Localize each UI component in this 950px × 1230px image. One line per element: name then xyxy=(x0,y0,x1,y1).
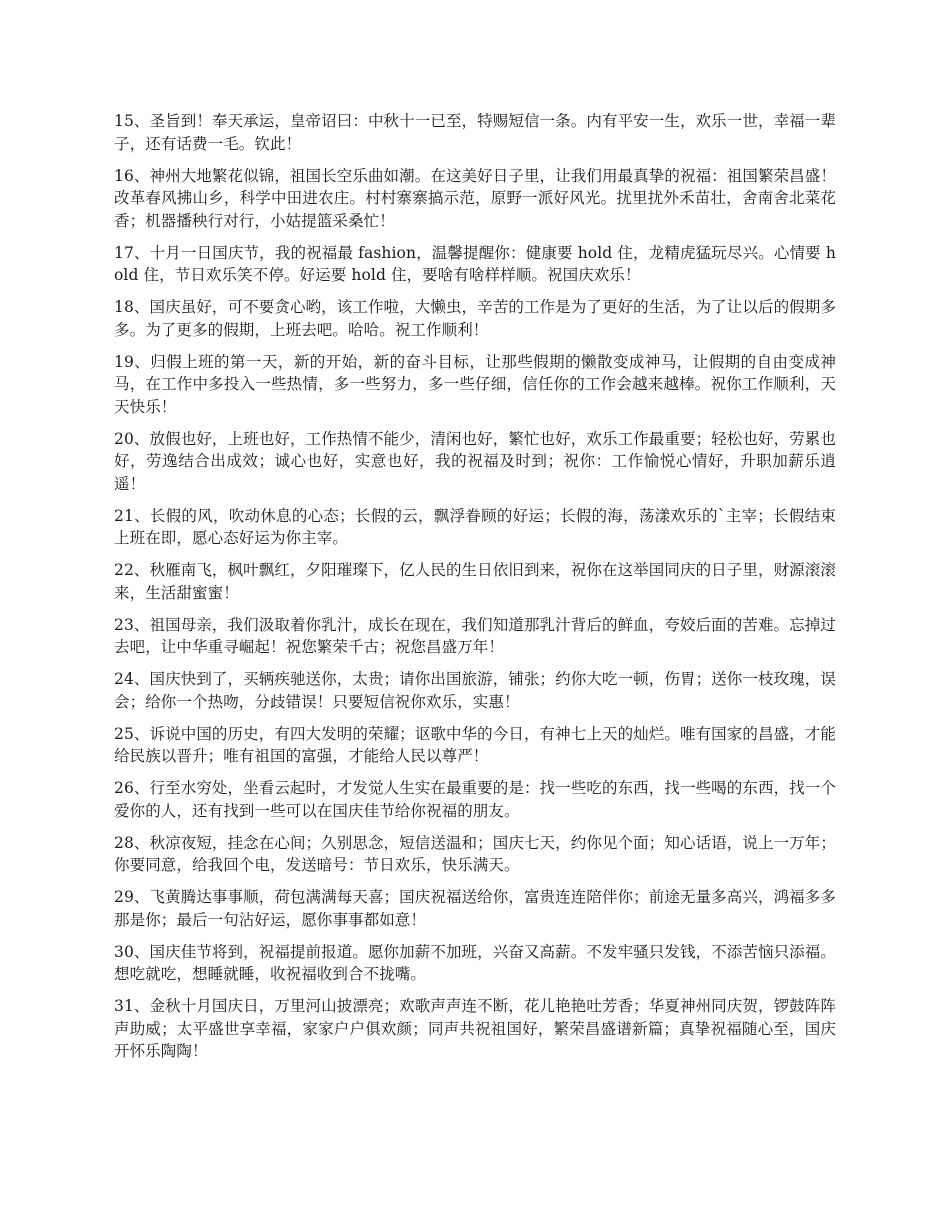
paragraph-24: 24、国庆快到了，买辆疾驰送你，太贵；请你出国旅游，铺张；约你大吃一顿，伤胃；送你一枝玫瑰，误会；给你一个热吻，分歧错误！只要短信祝你欢乐，实惠！ xyxy=(114,670,836,711)
paragraph-22: 22、秋雁南飞，枫叶飘红，夕阳璀璨下，亿人民的生日依旧到来，祝你在这举国同庆的日子里，财源滚滚来，生活甜蜜蜜！ xyxy=(114,561,836,602)
paragraph-30: 30、国庆佳节将到，祝福提前报道。愿你加薪不加班，兴奋又高薪。不发牢骚只发钱，不添苦恼只添福。想吃就吃，想睡就睡，收祝福收到合不拢嘴。 xyxy=(114,942,836,983)
paragraph-18: 18、国庆虽好，可不要贪心哟，该工作啦，大懒虫，辛苦的工作是为了更好的生活，为了让以后的假期多多。为了更多的假期，上班去吧。哈哈。祝工作顺利！ xyxy=(114,298,836,339)
paragraph-28: 28、秋凉夜短，挂念在心间；久别思念，短信送温和；国庆七天，约你见个面；知心话语，说上一万年；你要同意，给我回个电，发送暗号：节日欢乐，快乐满天。 xyxy=(114,833,836,874)
paragraph-21: 21、长假的风，吹动休息的心态；长假的云，飘浮眷顾的好运；长假的海，荡漾欢乐的`主宰；长假结束上班在即，愿心态好运为你主宰。 xyxy=(114,506,836,547)
document-page xyxy=(114,110,836,1072)
paragraph-26: 26、行至水穷处，坐看云起时，才发觉人生实在最重要的是：找一些吃的东西，找一些喝的东西，找一个爱你的人，还有找到一些可以在国庆佳节给你祝福的朋友。 xyxy=(114,779,836,820)
paragraph-16: 16、神州大地繁花似锦，祖国长空乐曲如潮。在这美好日子里，让我们用最真挚的祝福：祖国繁荣昌盛！改革春风拂山乡，科学中田进农庄。村村寨寨搞示范，原野一派好风光。扰里扰外禾苗壮，舍南舍北菜花香；机器播秧行对行，小姑提篮采桑忙！ xyxy=(114,166,836,230)
paragraph-31: 31、金秋十月国庆日，万里河山披漂亮；欢歌声声连不断，花儿艳艳吐芳香；华夏神州同庆贺，锣鼓阵阵声助威；太平盛世享幸福，家家户户俱欢颜；同声共祝祖国好，繁荣昌盛谱新篇；真挚祝福随心至，国庆开怀乐陶陶！ xyxy=(114,997,836,1060)
paragraph-20: 20、放假也好，上班也好，工作热情不能少，清闲也好，繁忙也好，欢乐工作最重要；轻松也好，劳累也好，劳逸结合出成效；诚心也好，实意也好，我的祝福及时到；祝你：工作愉悦心情好，升职加薪乐逍遥！ xyxy=(114,429,836,493)
paragraph-15: 15、圣旨到！奉天承运，皇帝诏曰：中秋十一已至，特赐短信一条。内有平安一生，欢乐一世，幸福一辈子，还有话费一毛。钦此！ xyxy=(114,112,836,153)
paragraph-19: 19、归假上班的第一天，新的开始，新的奋斗目标，让那些假期的懒散变成神马，让假期的自由变成神马，在工作中多投入一些热情，多一些努力，多一些仔细，信任你的工作会越来越棒。祝你工作顺利，天天快乐！ xyxy=(114,352,836,416)
paragraph-17: 17、十月一日国庆节，我的祝福最 fashion，温馨提醒你：健康要 hold 住，龙精虎猛玩尽兴。心情要 hold 住，节日欢乐笑不停。好运要 hold 住，要啥有啥样样顺。祝国庆欢乐！ xyxy=(114,243,836,284)
paragraph-29: 29、飞黄腾达事事顺，荷包满满每天喜；国庆祝福送给你，富贵连连陪伴你；前途无量多高兴，鸿福多多那是你；最后一句沾好运，愿你事事都如意！ xyxy=(114,888,836,929)
paragraph-23: 23、祖国母亲，我们汲取着你乳汁，成长在现在，我们知道那乳汁背后的鲜血，夸姣后面的苦难。忘掉过去吧，让中华重寻崛起！祝您繁荣千古；祝您昌盛万年！ xyxy=(114,615,836,656)
paragraph-25: 25、诉说中国的历史，有四大发明的荣耀；讴歌中华的今日，有神七上天的灿烂。唯有国家的昌盛，才能给民族以晋升；唯有祖国的富强，才能给人民以尊严！ xyxy=(114,724,836,765)
